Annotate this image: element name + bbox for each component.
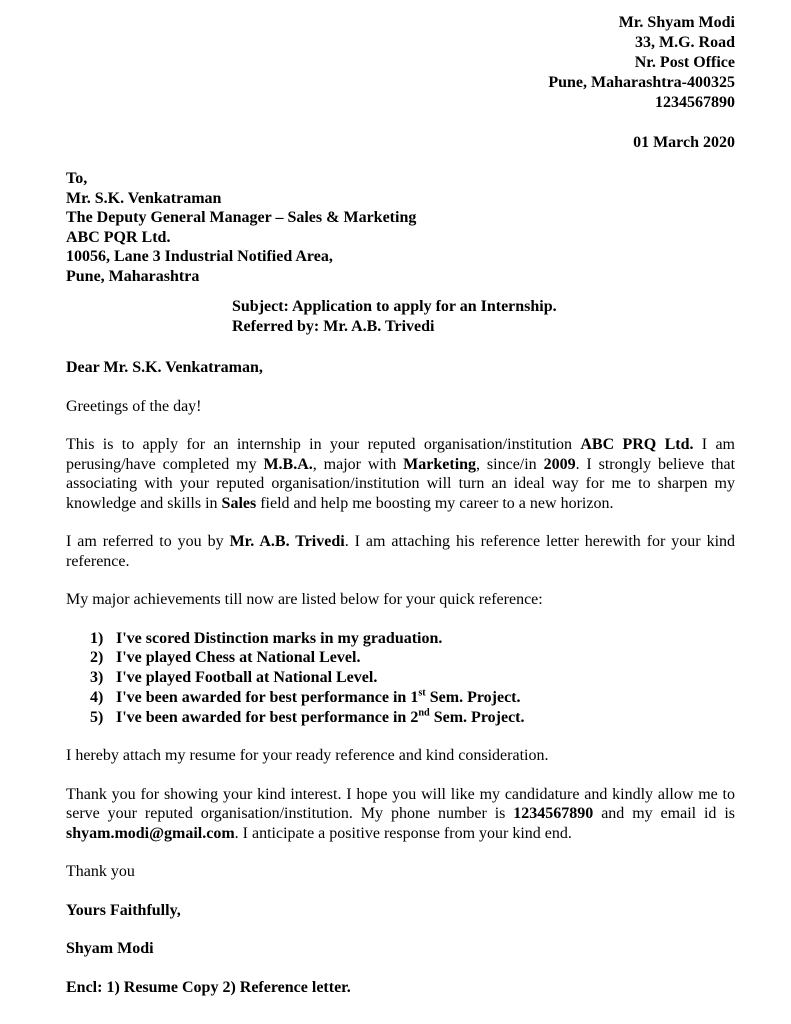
list-item-text: I've played Football at National Level. [116,669,378,687]
sender-address [66,13,735,113]
list-item [66,688,735,708]
letter-date: 01 March 2020 [633,134,735,151]
list-marker: 4) [90,688,104,706]
list-item [66,648,735,668]
list-item-text: I've been awarded for best performance in 1st Sem. Project. [116,687,521,706]
subject-block [66,297,735,337]
sender-name: Mr. Shyam Modi [618,14,735,31]
body-paragraph-thanks: Thank you for showing your kind interest. I hope you will like my candidature and kindly allow me to serve your reputed organisation/institution. My phone number is 1234567890 and my email id is shyam.modi@gmail.com. I anticipate a positive response from your kind end. [66,785,736,842]
achievements-list [66,629,735,728]
recipient-company: ABC PQR Ltd. [66,228,171,246]
list-item-text: I've been awarded for best performance in 2nd Sem. Project. [116,707,525,726]
list-item [66,668,735,688]
list-marker: 5) [90,708,104,726]
body-paragraph-achievements-lead: My major achievements till now are listed below for your quick reference: [66,591,543,608]
greeting: Greetings of the day! [66,397,202,415]
sender-street: 33, M.G. Road [635,34,735,51]
valediction: Yours Faithfully, [66,901,181,919]
list-item-text: I've played Chess at National Level. [116,649,361,667]
salutation: Dear Mr. S.K. Venkatraman, [66,359,263,376]
recipient-to-label: To, [66,170,88,187]
list-item [66,708,735,728]
sender-city: Pune, Maharashtra-400325 [548,74,735,91]
recipient-title: The Deputy General Manager – Sales & Marketing [66,209,417,226]
subject-line: Subject: Application to apply for an Internship. [232,298,557,315]
recipient-street: 10056, Lane 3 Industrial Notified Area, [66,248,333,265]
list-item [66,629,735,649]
closing-thanks: Thank you [66,863,135,881]
referred-by-line: Referred by: Mr. A.B. Trivedi [232,318,435,335]
recipient-city: Pune, Maharashtra [66,267,200,285]
list-marker: 1) [90,629,104,647]
body-paragraph-resume: I hereby attach my resume for your ready reference and kind consideration. [66,747,549,765]
body-paragraph-referral: I am referred to you by Mr. A.B. Trivedi. I am attaching his reference letter herewith for your kind reference. [66,533,736,570]
list-marker: 3) [90,669,104,687]
list-marker: 2) [90,649,104,667]
recipient-name: Mr. S.K. Venkatraman [66,189,222,207]
enclosure-line: Encl: 1) Resume Copy 2) Reference letter. [66,978,351,996]
list-item-text: I've scored Distinction marks in my graduation. [116,629,443,647]
recipient-address [66,169,735,286]
sender-phone: 1234567890 [655,94,735,111]
body-paragraph-intro: This is to apply for an internship in your reputed organisation/institution ABC PRQ Ltd. I am perusing/have completed my M.B.A., major with Marketing, since/in 2009. I strongly believe that associating with your reputed organisation/institution will turn an ideal way for me to sharpen my knowledge and skills in Sales field and help me boosting my career to a new horizon. [66,436,736,512]
signature-name: Shyam Modi [66,940,154,958]
sender-landmark: Nr. Post Office [634,54,735,71]
